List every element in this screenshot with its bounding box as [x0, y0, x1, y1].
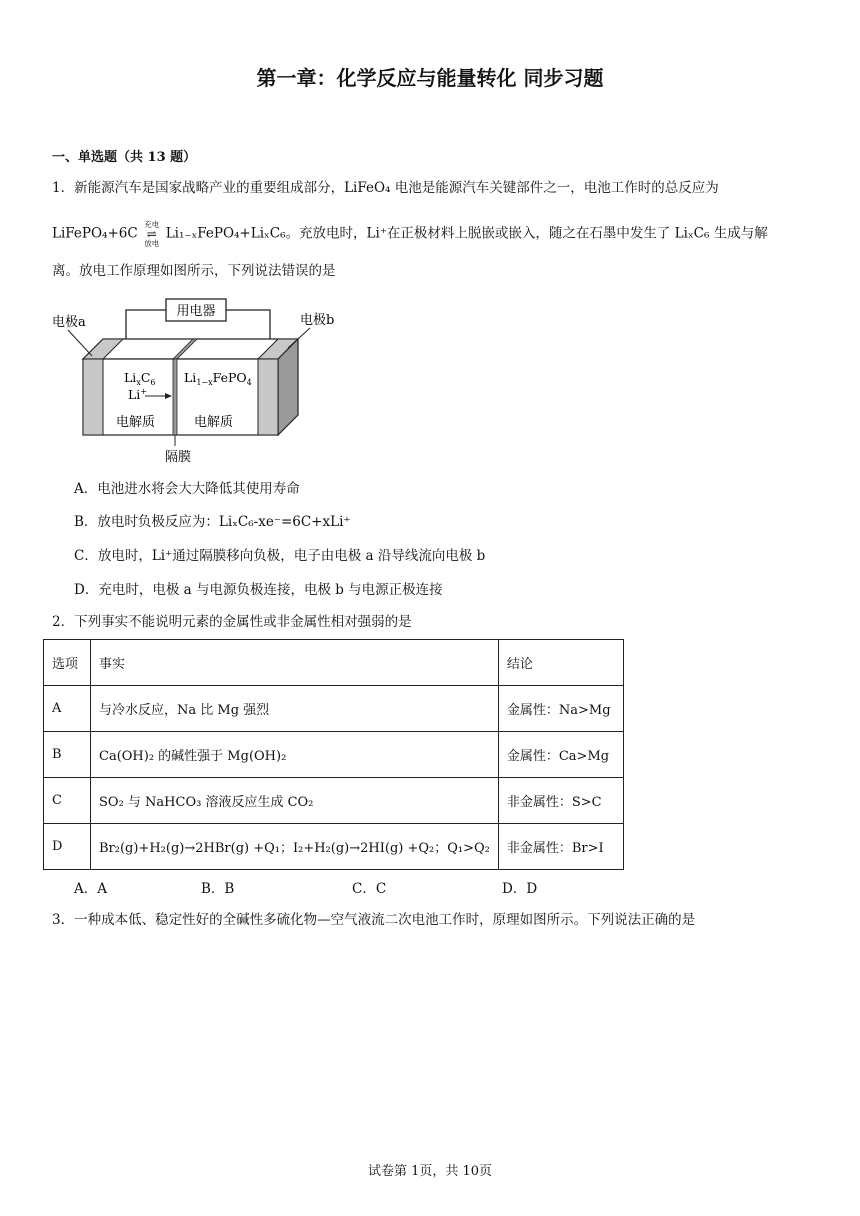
q1-option-c[interactable]: C．放电时，Li⁺通过隔膜移向负极，电子由电极 a 沿导线流向电极 b — [74, 548, 486, 564]
q1-option-d[interactable]: D．充电时，电极 a 与电源负极连接，电极 b 与电源正极连接 — [74, 582, 443, 598]
page-title: 第一章：化学反应与能量转化 同步习题 — [256, 66, 604, 90]
q1-stem-line1: 1．新能源汽车是国家战略产业的重要组成部分，LiFeO₄ 电池是能源汽车关键部件之一，电池工作时的总反应为 — [52, 180, 719, 196]
electrode-b-label: 电极b — [300, 313, 335, 328]
table-cell: Br₂(g)+H₂(g)→2HBr(g) +Q₁；I₂+H₂(g)→2HI(g) +Q₂；Q₁>Q₂ — [91, 824, 499, 870]
q2-answer-a[interactable]: A．A — [74, 881, 107, 897]
q3-stem: 3．一种成本低、稳定性好的全碱性多硫化物—空气液流二次电池工作时，原理如图所示。下列说法正确的是 — [52, 912, 696, 928]
electrolyte-right: 电解质 — [194, 415, 234, 430]
table-cell: SO₂ 与 NaHCO₃ 溶液反应生成 CO₂ — [91, 778, 499, 824]
membrane-label: 隔膜 — [165, 450, 192, 465]
equation-left: LiFePO₄+6C — [52, 225, 138, 242]
q2-answer-d[interactable]: D．D — [502, 881, 538, 897]
table-cell: Ca(OH)₂ 的碱性强于 Mg(OH)₂ — [91, 732, 499, 778]
right-species: $Li_{1-x}FePO_4$ — [184, 370, 252, 387]
q1-equation-line — [52, 220, 768, 248]
table-cell: 非金属性：S>C — [498, 778, 623, 824]
electrode-b-plate — [258, 359, 278, 435]
q1-option-a[interactable]: A．电池进水将会大大降低其使用寿命 — [74, 481, 300, 497]
table-row — [44, 686, 624, 732]
membrane — [173, 359, 177, 435]
q1-stem-line2: 。充放电时，Li⁺在正极材料上脱嵌或嵌入，随之在石墨中发生了 LiₓC₆ 生成与解 — [285, 225, 768, 242]
table-cell: 金属性：Na>Mg — [498, 686, 623, 732]
table-cell: C — [44, 778, 91, 824]
table-row — [44, 732, 624, 778]
electrode-a-label: 电极a — [52, 315, 86, 330]
q2-stem: 2．下列事实不能说明元素的金属性或非金属性相对强弱的是 — [52, 614, 412, 630]
table-header: 结论 — [498, 640, 623, 686]
electrolyte-left: 电解质 — [116, 415, 156, 430]
charge-label: 充电 — [144, 220, 160, 229]
q2-answer-c[interactable]: C．C — [352, 881, 387, 897]
section-heading: 一、单选题（共 13 题） — [52, 150, 197, 165]
table-cell: 与冷水反应，Na 比 Mg 强烈 — [91, 686, 499, 732]
table-row — [44, 824, 624, 870]
q1-option-b[interactable]: B．放电时负极反应为：LiₓC₆-xe⁻=6C+xLi⁺ — [74, 514, 351, 530]
q2-answer-b[interactable]: B．B — [201, 881, 235, 897]
device-label: 用电器 — [176, 304, 216, 319]
discharge-label: 放电 — [144, 239, 160, 248]
electrode-a-plate — [83, 359, 103, 435]
ion-label: Li+ — [128, 387, 148, 402]
equation-right: Li₁₋ₓFePO₄+LiₓC₆ — [165, 225, 286, 242]
table-cell: 非金属性：Br>I — [498, 824, 623, 870]
table-row — [44, 778, 624, 824]
table-header-row — [44, 640, 624, 686]
left-species: $Li_xC_6$ — [124, 370, 156, 387]
table-header: 事实 — [91, 640, 499, 686]
reversible-arrow — [140, 220, 164, 248]
table-header: 选项 — [44, 640, 91, 686]
equilibrium-arrow-icon: ⇌ — [146, 227, 157, 241]
table-cell: B — [44, 732, 91, 778]
q1-stem-line3: 离。放电工作原理如图所示，下列说法错误的是 — [52, 263, 336, 279]
battery-diagram — [48, 294, 348, 470]
table-cell: 金属性：Ca>Mg — [498, 732, 623, 778]
facts-table — [43, 639, 624, 870]
page-footer: 试卷第 1页，共 10页 — [367, 1164, 493, 1179]
table-cell: A — [44, 686, 91, 732]
table-cell: D — [44, 824, 91, 870]
